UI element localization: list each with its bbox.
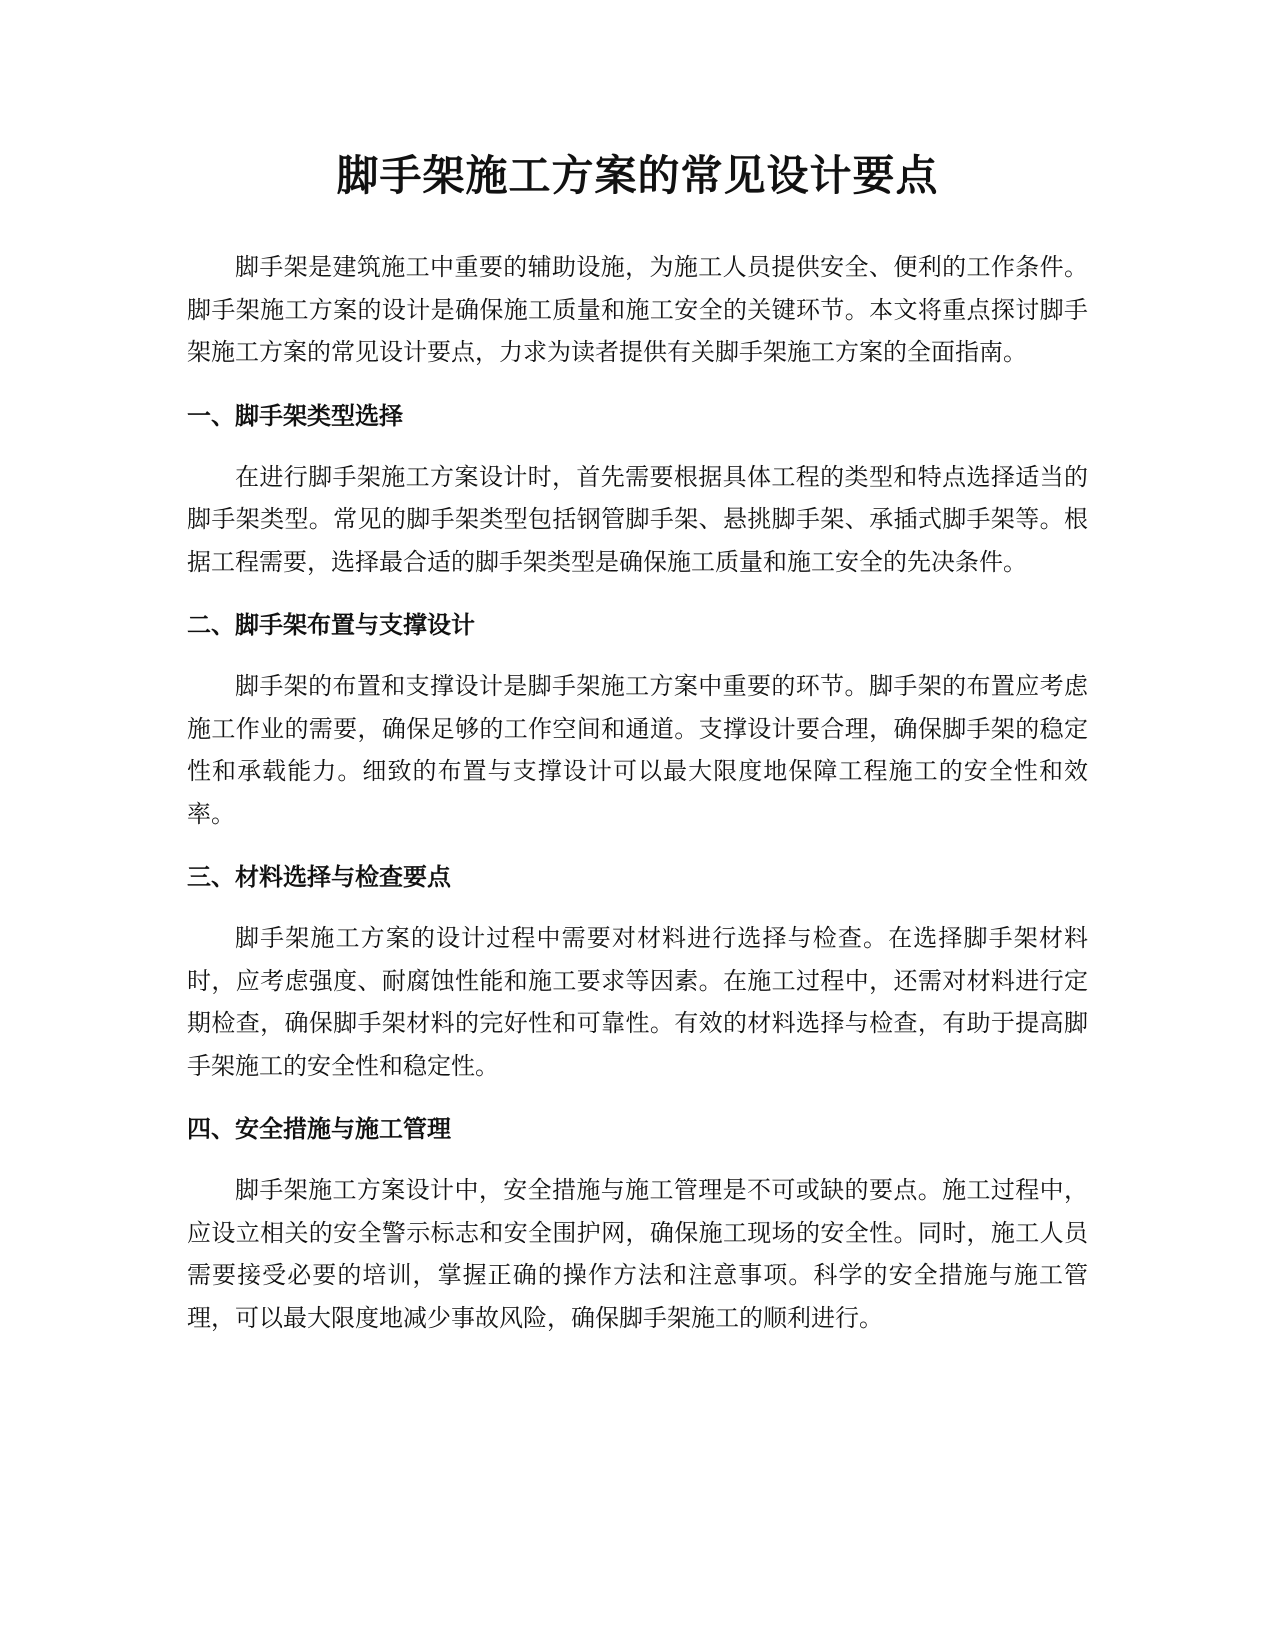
- section-heading: 二、脚手架布置与支撑设计: [187, 611, 475, 639]
- section-paragraph: 脚手架施工方案的设计过程中需要对材料进行选择与检查。在选择脚手架材料时，应考虑强度、耐腐蚀性能和施工要求等因素。在施工过程中，还需对材料进行定期检查，确保脚手架材料的完好性和可靠性。有效的材料选择与检查，有助于提高脚手架施工的安全性和稳定性。: [187, 924, 1088, 1080]
- section-paragraph: 脚手架的布置和支撑设计是脚手架施工方案中重要的环节。脚手架的布置应考虑施工作业的需要，确保足够的工作空间和通道。支撑设计要合理，确保脚手架的稳定性和承载能力。细致的布置与支撑设计可以最大限度地保障工程施工的安全性和效率。: [187, 672, 1088, 828]
- section-4: [187, 1113, 1088, 1339]
- section-paragraph: 脚手架施工方案设计中，安全措施与施工管理是不可或缺的要点。施工过程中，应设立相关的安全警示标志和安全围护网，确保施工现场的安全性。同时，施工人员需要接受必要的培训，掌握正确的操作方法和注意事项。科学的安全措施与施工管理，可以最大限度地减少事故风险，确保脚手架施工的顺利进行。: [187, 1176, 1088, 1332]
- section-heading: 三、材料选择与检查要点: [187, 863, 451, 891]
- section-heading: 四、安全措施与施工管理: [187, 1115, 451, 1143]
- intro-paragraph: 脚手架是建筑施工中重要的辅助设施，为施工人员提供安全、便利的工作条件。脚手架施工方案的设计是确保施工质量和施工安全的关键环节。本文将重点探讨脚手架施工方案的常见设计要点，力求为读者提供有关脚手架施工方案的全面指南。: [187, 253, 1088, 366]
- section-paragraph: 在进行脚手架施工方案设计时，首先需要根据具体工程的类型和特点选择适当的脚手架类型。常见的脚手架类型包括钢管脚手架、悬挑脚手架、承插式脚手架等。根据工程需要，选择最合适的脚手架类型是确保施工质量和施工安全的先决条件。: [187, 462, 1088, 576]
- section-3: [187, 861, 1088, 1087]
- document-body: [187, 246, 1088, 1339]
- section-heading: 一、脚手架类型选择: [187, 401, 403, 430]
- document-title: 脚手架施工方案的常见设计要点: [336, 151, 939, 200]
- section-2: [187, 609, 1088, 835]
- section-1: [187, 400, 1088, 584]
